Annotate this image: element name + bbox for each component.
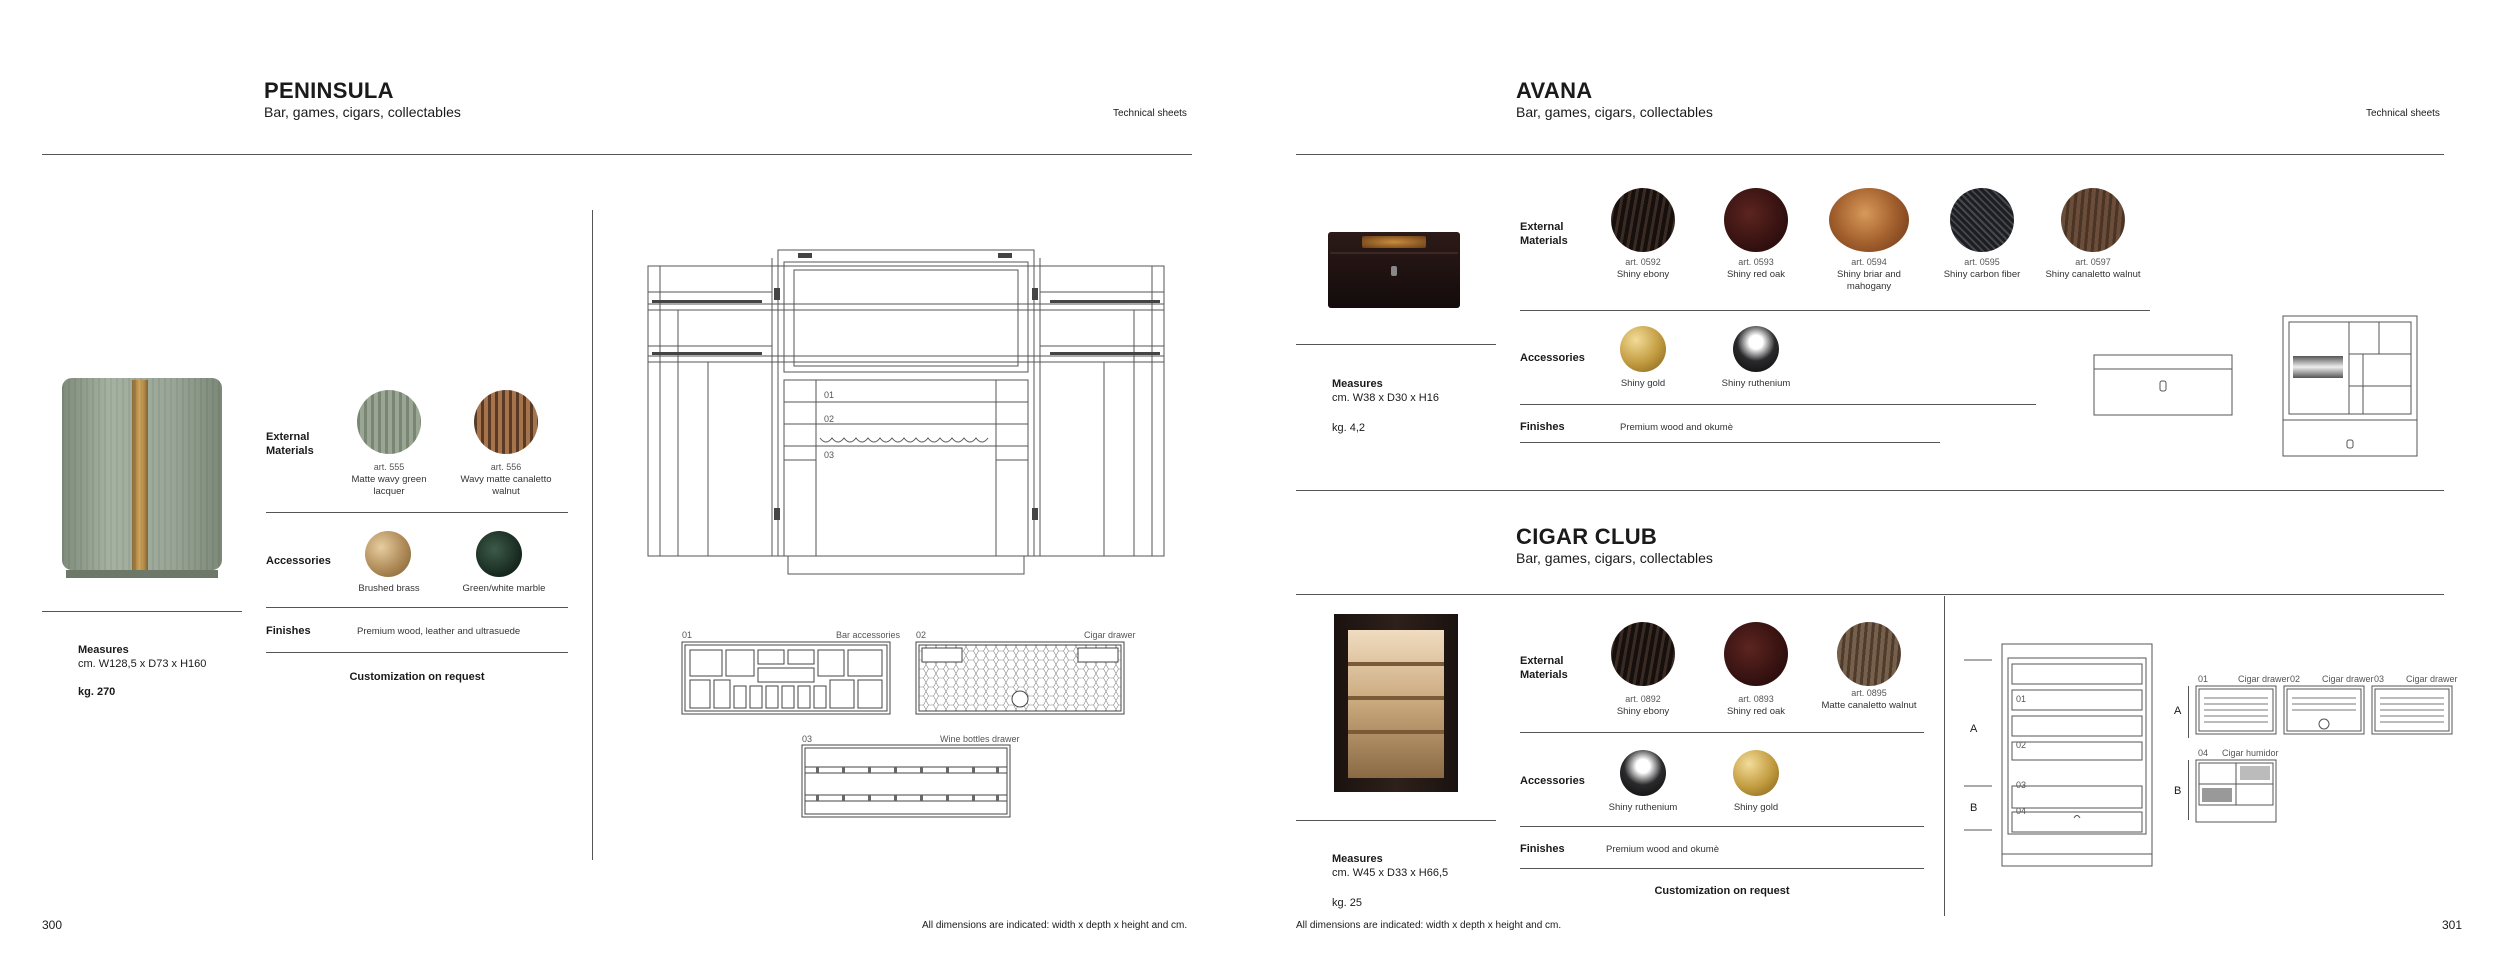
- material-code: art. 0597: [2075, 257, 2111, 267]
- row-divider: [1520, 442, 1940, 443]
- accessories-label: Accessories: [266, 555, 331, 567]
- accessory-name: Green/white marble: [462, 583, 546, 594]
- swatch-shiny-briar: [1829, 188, 1909, 252]
- material-name: Shiny red oak: [1726, 706, 1786, 717]
- accessory-name: Shiny ruthenium: [1721, 378, 1791, 389]
- technical-drawing-peninsula: [648, 248, 1164, 578]
- material-name: Shiny ebony: [1616, 706, 1670, 717]
- accessories-label: Accessories: [1520, 775, 1585, 787]
- customization-note: Customization on request: [1654, 885, 1790, 897]
- bracket-line: [2188, 686, 2189, 738]
- accessory-name: Shiny gold: [1620, 378, 1666, 389]
- material-name: Matte wavy green lacquer: [351, 474, 427, 497]
- material-name: Shiny briar and mahogany: [1837, 269, 1901, 292]
- cigar-club-product-image: [1334, 614, 1458, 792]
- material-name: Shiny red oak: [1726, 269, 1786, 280]
- measures-divider: [1296, 344, 1496, 345]
- cigar-club-title: CIGAR CLUB: [1516, 524, 1658, 549]
- cigar-humidor-detail: [2196, 760, 2276, 822]
- measures-value: cm. W128,5 x D73 x H160: [78, 658, 207, 670]
- page-number: 300: [42, 918, 63, 932]
- row-divider: [266, 607, 568, 608]
- measures-label: Measures: [78, 644, 129, 656]
- row-divider: [1520, 310, 2150, 311]
- section-marker-a: A: [1970, 723, 1978, 735]
- wine-bottles-drawer-drawing: [802, 745, 1010, 817]
- accessory-name: Shiny ruthenium: [1608, 802, 1678, 813]
- finishes-label: Finishes: [1520, 843, 1565, 855]
- page-subtitle: Bar, games, cigars, collectables: [264, 104, 461, 120]
- section-marker-b: B: [1970, 802, 1978, 814]
- detail-caption: Cigar drawer: [2238, 674, 2290, 684]
- cigar-club-subtitle: Bar, games, cigars, collectables: [1516, 550, 1713, 566]
- row-divider: [1520, 868, 1924, 869]
- detail-caption: Cigar humidor: [2222, 748, 2279, 758]
- cigar-drawer-details: [2196, 686, 2452, 738]
- swatch-shiny-ruthenium: [1733, 326, 1779, 372]
- material-code: art. 555: [373, 462, 405, 472]
- measures-label: Measures: [1332, 378, 1383, 390]
- row-divider: [266, 512, 568, 513]
- accessories-label: Accessories: [1520, 352, 1585, 364]
- page-title: PENINSULA: [264, 78, 394, 103]
- material-code: art. 0594: [1851, 257, 1887, 267]
- finishes-value: Premium wood, leather and ultrasuede: [357, 626, 521, 637]
- avana-product-image: [1328, 232, 1460, 312]
- avana-title: AVANA: [1516, 78, 1593, 103]
- finishes-label: Finishes: [1520, 421, 1565, 433]
- footer-note: All dimensions are indicated: width x depth x height and cm.: [922, 920, 1188, 931]
- drawer-label: 04: [2016, 806, 2027, 816]
- finishes-value: Premium wood and okumè: [1620, 422, 1733, 433]
- avana-closed-drawing: [2094, 355, 2232, 415]
- drawer-label: 03: [2016, 780, 2027, 790]
- cigar-club-front-drawing: [1964, 644, 2154, 866]
- drawer-label: 02: [2016, 740, 2027, 750]
- material-code: art. 0593: [1738, 257, 1774, 267]
- swatch-shiny-ebony: [1611, 622, 1675, 686]
- footer-note: All dimensions are indicated: width x depth x height and cm.: [1296, 920, 1562, 931]
- swatch-carbon-fiber: [1950, 188, 2014, 252]
- header-divider: [42, 154, 1192, 155]
- detail-number: 02: [2290, 674, 2301, 684]
- bar-accessories-drawing: [682, 642, 890, 714]
- detail-number: 01: [2198, 674, 2209, 684]
- cigar-drawer-drawing: [916, 642, 1124, 714]
- weight-value: kg. 270: [78, 686, 116, 698]
- drawer-label: 02: [824, 414, 835, 424]
- material-name: Matte canaletto walnut: [1821, 700, 1917, 711]
- header-right-label: Technical sheets: [2366, 108, 2440, 119]
- swatch-shiny-gold: [1620, 326, 1666, 372]
- section-marker-a: A: [2174, 705, 2182, 717]
- material-code: art. 0895: [1851, 688, 1887, 698]
- material-code: art. 0592: [1625, 257, 1661, 267]
- swatch-canaletto-walnut: [2061, 188, 2125, 252]
- detail-number: 04: [2198, 748, 2209, 758]
- swatch-canaletto-walnut: [474, 390, 538, 454]
- swatch-matte-canaletto-walnut: [1837, 622, 1901, 686]
- section-header-divider: [1296, 594, 2444, 595]
- measures-value: cm. W45 x D33 x H66,5: [1332, 867, 1449, 879]
- column-divider: [1944, 596, 1945, 916]
- drawer-label: 03: [824, 450, 835, 460]
- material-code: art. 556: [490, 462, 522, 472]
- detail-number: 02: [916, 630, 927, 640]
- swatch-shiny-gold: [1733, 750, 1779, 796]
- swatch-shiny-ebony: [1611, 188, 1675, 252]
- external-materials-label: External Materials: [1520, 221, 1568, 247]
- external-materials-label: External Materials: [1520, 655, 1568, 681]
- drawer-label: 01: [824, 390, 835, 400]
- material-name: Shiny carbon fiber: [1943, 269, 2021, 280]
- material-code: art. 0595: [1964, 257, 2000, 267]
- detail-caption: Bar accessories: [836, 630, 901, 640]
- detail-number: 01: [682, 630, 693, 640]
- detail-number: 03: [2374, 674, 2385, 684]
- weight-value: kg. 4,2: [1332, 422, 1366, 434]
- material-code: art. 0892: [1625, 694, 1661, 704]
- weight-value: kg. 25: [1332, 897, 1362, 909]
- row-divider: [266, 652, 568, 653]
- row-divider: [1520, 732, 1924, 733]
- page-number: 301: [2442, 918, 2463, 932]
- accessory-name: Shiny gold: [1733, 802, 1779, 813]
- finishes-label: Finishes: [266, 625, 311, 637]
- bracket-line: [2188, 760, 2189, 820]
- section-divider: [1296, 490, 2444, 491]
- header-right-label: Technical sheets: [1113, 108, 1187, 119]
- finishes-value: Premium wood and okumè: [1606, 844, 1719, 855]
- measures-value: cm. W38 x D30 x H16: [1332, 392, 1439, 404]
- swatch-shiny-red-oak: [1724, 622, 1788, 686]
- swatch-green-marble: [476, 531, 522, 577]
- swatch-shiny-ruthenium: [1620, 750, 1666, 796]
- measures-divider: [1296, 820, 1496, 821]
- header-divider: [1296, 154, 2444, 155]
- avana-open-drawing: [2283, 316, 2417, 456]
- product-image: [62, 378, 222, 578]
- drawer-label: 01: [2016, 694, 2027, 704]
- material-name: Shiny canaletto walnut: [2045, 269, 2141, 280]
- external-materials-label: External Materials: [266, 431, 314, 457]
- row-divider: [1520, 404, 2036, 405]
- section-marker-b: B: [2174, 785, 2182, 797]
- detail-number: 03: [802, 734, 813, 744]
- detail-caption: Cigar drawer: [1084, 630, 1136, 640]
- row-divider: [1520, 826, 1924, 827]
- swatch-matte-green: [357, 390, 421, 454]
- measures-divider: [42, 611, 242, 612]
- detail-caption: Wine bottles drawer: [940, 734, 1020, 744]
- material-code: art. 0893: [1738, 694, 1774, 704]
- customization-note: Customization on request: [349, 671, 485, 683]
- measures-label: Measures: [1332, 853, 1383, 865]
- accessory-name: Brushed brass: [358, 583, 420, 594]
- avana-subtitle: Bar, games, cigars, collectables: [1516, 104, 1713, 120]
- material-name: Wavy matte canaletto walnut: [460, 474, 552, 497]
- detail-caption: Cigar drawer: [2406, 674, 2458, 684]
- detail-caption: Cigar drawer: [2322, 674, 2374, 684]
- material-name: Shiny ebony: [1616, 269, 1670, 280]
- swatch-shiny-red-oak: [1724, 188, 1788, 252]
- column-divider: [592, 210, 593, 860]
- swatch-brushed-brass: [365, 531, 411, 577]
